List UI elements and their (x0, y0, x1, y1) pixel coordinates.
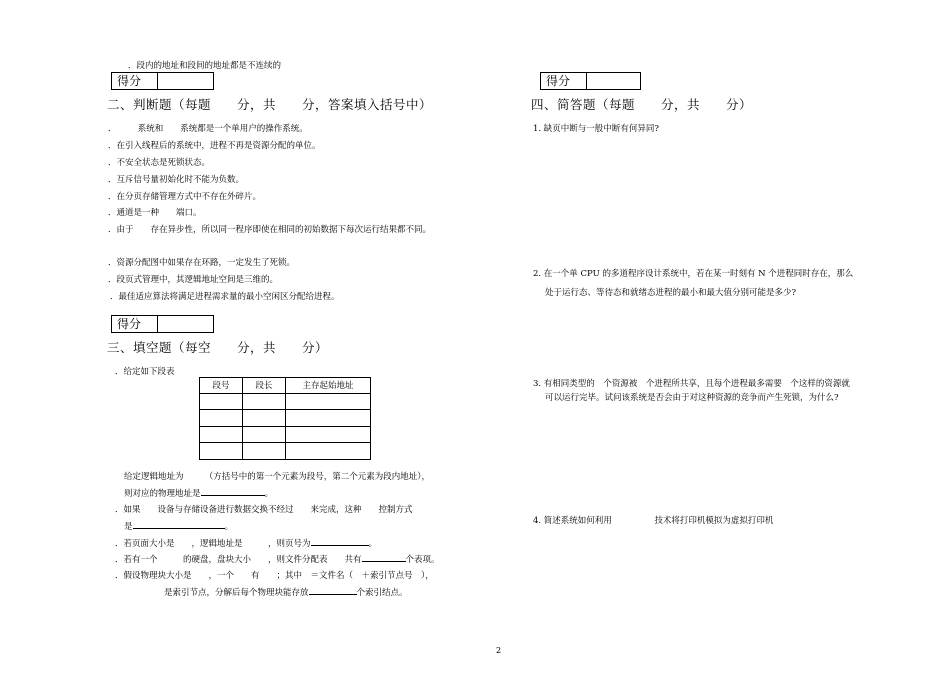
score-box-section-4 (540, 72, 641, 90)
answer-blank[interactable] (133, 519, 225, 529)
page-number: 2 (496, 646, 502, 655)
fill-q1-line1: 给定逻辑地址为 （方括号中的第一个元素为段号，第二个元素为段内地址）， (124, 472, 431, 482)
judge-item-8: ．资源分配图中如果存在环路，一定发生了死锁。 (108, 258, 296, 268)
table-header-segment-no: 段号 (200, 378, 243, 394)
judge-item-4: ．互斥信号量初始化时不能为负数。 (108, 175, 245, 185)
answer-blank[interactable] (201, 486, 265, 496)
table-header-start-address: 主存起始地址 (286, 378, 371, 394)
judge-item-7: ．由于 存在异步性，所以同一程序即使在相同的初始数据下每次运行结果都不同。 (108, 225, 432, 235)
answer-blank[interactable] (362, 552, 406, 562)
score-label: 得分 (112, 316, 158, 332)
score-label: 得分 (541, 73, 587, 89)
fill-q1-line2: 则对应的物理地址是 。 (124, 486, 273, 499)
section-2-title: 二、判断题（每题 分，共 分，答案填入括号中） (107, 97, 433, 112)
fill-q1-intro: ．给定如下段表 (115, 367, 175, 377)
judge-item-1: ． 系统和 系统都是一个单用户的操作系统。 (108, 124, 308, 134)
table-header-segment-length: 段长 (243, 378, 286, 394)
previous-question-fragment: ．段内的地址和段间的地址都是不连续的 (128, 61, 282, 71)
judge-item-6: ．通道是一种 端口。 (108, 208, 202, 218)
section-4-title: 四、简答题（每题 分，共 分） (531, 97, 753, 112)
score-box-section-3 (111, 315, 214, 333)
judge-item-9: ．段页式管理中，其逻辑地址空间是三维的。 (108, 275, 279, 285)
short-answer-q1: 1. 缺页中断与一般中断有何异同? (533, 124, 659, 134)
short-answer-q3-line2: 可以运行完毕。试问该系统是否会由于对这种资源的竞争而产生死锁，为什么? (545, 393, 839, 403)
table-row (200, 443, 371, 460)
table-row (200, 410, 371, 427)
score-label: 得分 (112, 73, 158, 89)
fill-q5-line2: 是索引节点，分解后每个物理块能存放 个索引结点。 (164, 585, 408, 598)
fill-q2-line2: 是 。 (124, 519, 233, 532)
judge-item-5: ．在分页存储管理方式中不存在外碎片。 (108, 192, 262, 202)
judge-item-3: ．不安全状态是死锁状态。 (108, 158, 211, 168)
judge-item-10: ．最佳适应算法将满足进程需求量的最小空闲区分配给进程。 (110, 292, 340, 302)
short-answer-q3-line1: 3. 有相同类型的 个资源被 个进程所共享，且每个进程最多需要 个这样的资源就 (533, 379, 850, 389)
score-box-section-2 (111, 72, 214, 90)
short-answer-q4: 4. 简述系统如何利用 技术将打印机模拟为虚拟打印机 (533, 516, 774, 526)
fill-q3: ．若页面大小是 ，逻辑地址是 ，则页号为 。 (115, 536, 377, 549)
table-row (200, 393, 371, 410)
short-answer-q2-line2: 处于运行态、等待态和就绪态进程的最小和最大值分别可能是多少? (545, 288, 797, 298)
score-field[interactable] (158, 73, 213, 89)
judge-item-2: ．在引入线程后的系统中，进程不再是资源分配的单位。 (108, 141, 321, 151)
answer-blank[interactable] (309, 585, 357, 595)
answer-blank[interactable] (311, 536, 369, 546)
score-field[interactable] (587, 73, 640, 89)
short-answer-q2-line1: 2. 在一个单 CPU 的多道程序设计系统中，若在某一时刻有 N 个进程同时存在，那么 (533, 269, 854, 279)
fill-q5-line1: ．假设物理块大小是 ，一个 有 ；其中 ＝文件名（ ＋索引节点号 ）， (115, 571, 434, 581)
fill-q2-line1: ．如果 设备与存储设备进行数据交换不经过 来完成，这种 控制方式 (115, 505, 413, 515)
section-3-title: 三、填空题（每空 分，共 分） (107, 340, 329, 355)
score-field[interactable] (158, 316, 213, 332)
table-row (200, 426, 371, 443)
fill-q4: ．若有一个 的硬盘，盘块大小 ，则文件分配表 共有 个表项。 (115, 552, 440, 565)
segment-table (199, 377, 371, 460)
